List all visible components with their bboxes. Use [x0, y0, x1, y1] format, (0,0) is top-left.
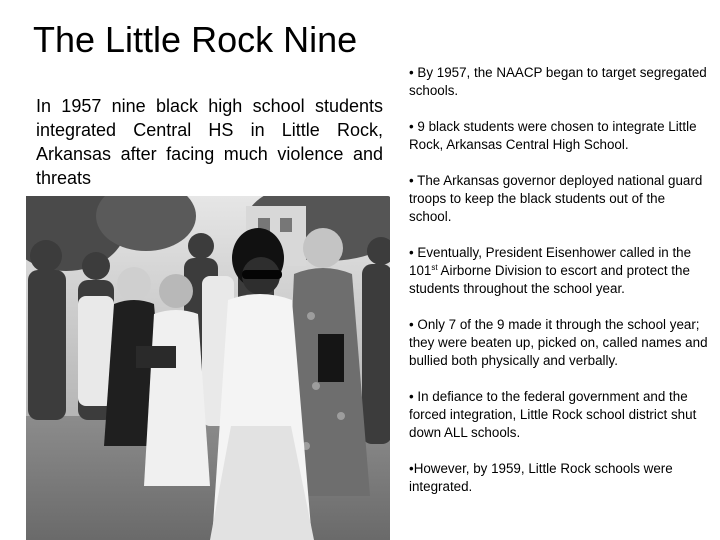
bullet-nine-students: • 9 black students were chosen to integrate Little Rock, Arkansas Central High School.: [409, 119, 697, 152]
historical-photo: [26, 196, 390, 540]
bullet-only-seven: • Only 7 of the 9 made it through the school year; they were beaten up, picked on, called names and bullied both physically and verbally.: [409, 317, 708, 368]
slide-title: The Little Rock Nine: [33, 19, 358, 60]
bullet-naacp: • By 1957, the NAACP began to target segregated schools.: [409, 65, 707, 98]
bullet-governor: • The Arkansas governor deployed national guard troops to keep the black students out of the school.: [409, 173, 703, 224]
intro-paragraph: In 1957 nine black high school students integrated Central HS in Little Rock, Arkansas after facing much violence and threats: [36, 96, 383, 188]
bullet-list: [409, 64, 709, 496]
ordinal-suffix: st: [431, 263, 438, 272]
bullet-eisenhower: [409, 244, 709, 298]
bullet-schools-shut: • In defiance to the federal government and the forced integration, Little Rock school district shut down ALL schools.: [409, 389, 697, 440]
bullet-eisenhower-start: • Eventually, President Eisenhower called in the 101: [409, 245, 692, 278]
bullet-eisenhower-end: Airborne Division to escort and protect the students throughout the school year.: [409, 263, 690, 296]
bullet-integrated-1959: •However, by 1959, Little Rock schools were integrated.: [409, 461, 673, 494]
